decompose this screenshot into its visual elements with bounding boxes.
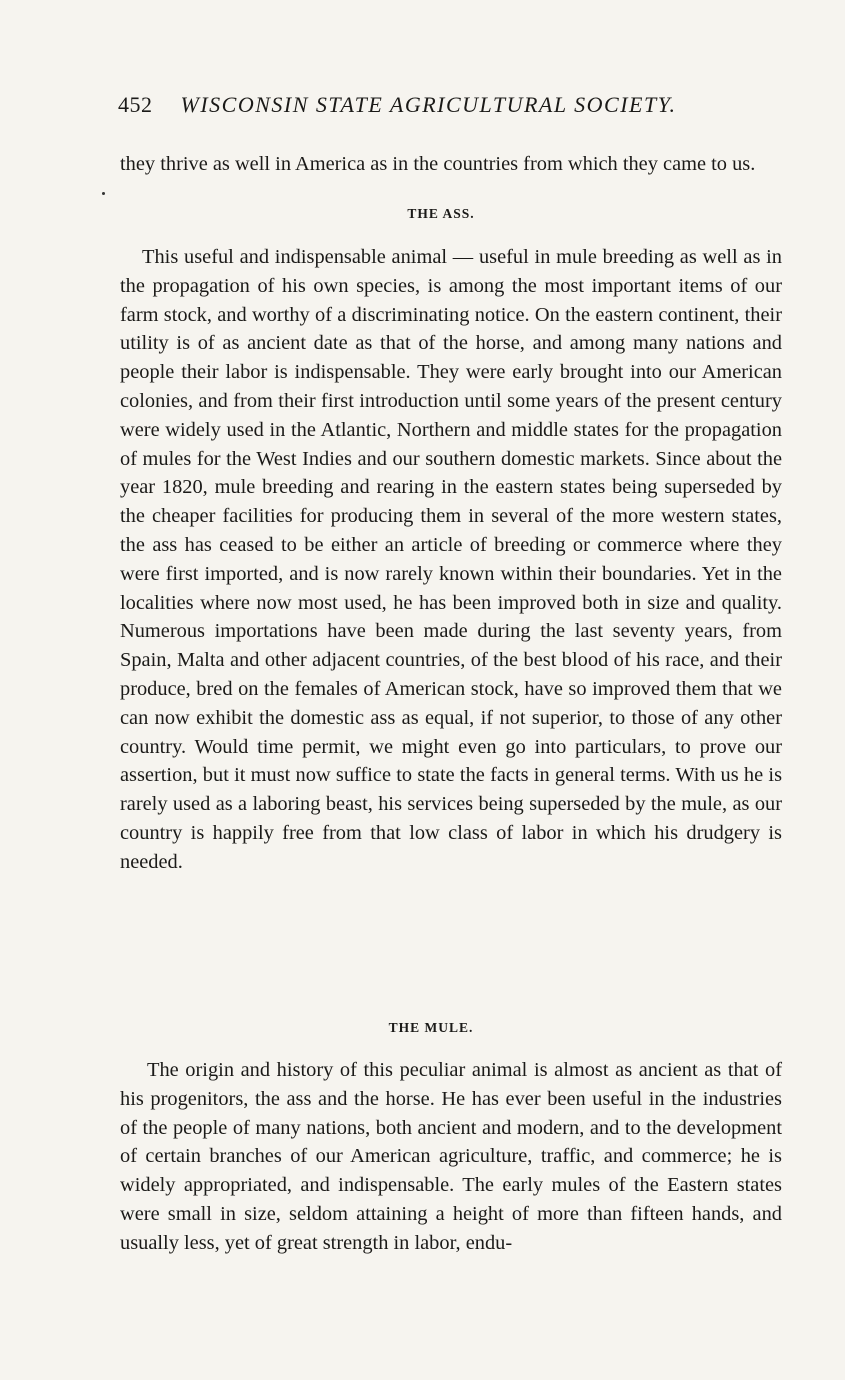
running-head (118, 92, 738, 118)
journal-title: WISCONSIN STATE AGRICULTURAL SOCIETY. (180, 92, 677, 117)
stray-ink-dot (102, 192, 105, 195)
section-heading-mule: THE MULE. (388, 1020, 474, 1035)
continuation-paragraph: they thrive as well in America as in the countries from which they came to us. (120, 153, 756, 175)
paragraph-mule: The origin and history of this peculiar animal is almost as ancient as that of his progenitors, the ass and the horse. He has ever been useful in the industries of the people of many nations, both ancient and modern, and to the development of certain branches of our American agriculture, traffic, and commerce; he is widely appropriated, and indispensable. The early mules of the Eastern states were small in size, seldom attaining a height of more than fifteen hands, and usually less, yet of great strength in labor, endu- (120, 1059, 782, 1254)
section-heading-ass: THE ASS. (407, 206, 475, 221)
page-number: 452 (118, 92, 153, 117)
paragraph-ass: This useful and indispensable animal — useful in mule breeding as well as in the propagation of his own species, is among the most important items of our farm stock, and worthy of a discriminating notice. On the eastern continent, their utility is of as ancient date as that of the horse, and among many nations and people their labor is indispensable. They were early brought into our American colonies, and from their first introduction until some years of the present century were widely used in the Atlantic, Northern and middle states for the propagation of mules for the West Indies and our southern domestic markets. Since about the year 1820, mule breeding and rearing in the eastern states being superseded by the cheaper facilities for producing them in several of the more western states, the ass has ceased to be either an article of breeding or commerce where they were first imported, and is now rarely known within their boundaries. Yet in the localities where now most used, he has been improved both in size and quality. Numerous importations have been made during the last seventy years, from Spain, Malta and other adjacent countries, of the best blood of his race, and their produce, bred on the females of American stock, have so improved them that we can now exhibit the domestic ass as equal, if not superior, to those of any other country. Would time permit, we might even go into particulars, to prove our assertion, but it must now suffice to state the facts in general terms. With us he is rarely used as a laboring beast, his services being superseded by the mule, as our country is happily free from that low class of labor in which his drudgery is needed. (120, 246, 782, 873)
